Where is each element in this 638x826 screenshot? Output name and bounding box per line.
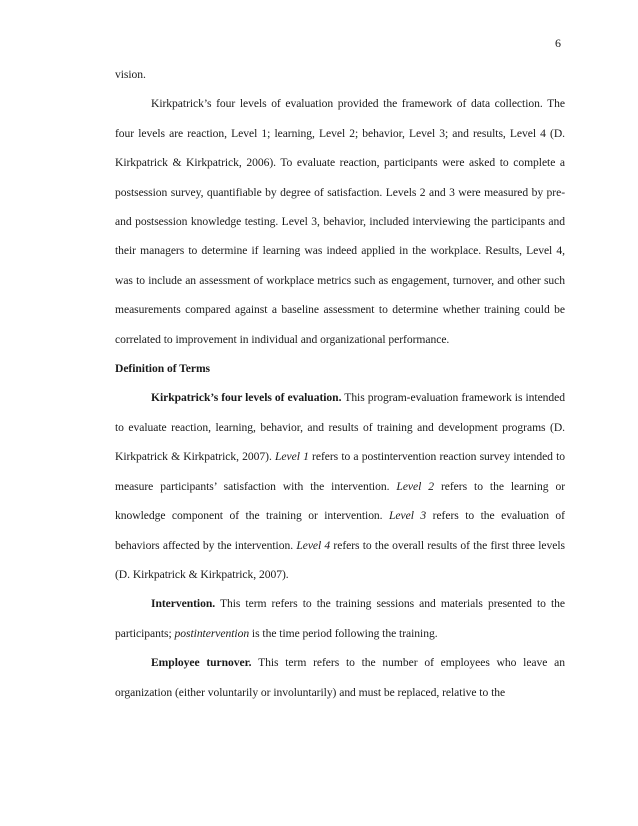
definition-text: is the time period following the training. <box>249 626 438 640</box>
definition-text: refers to the evaluation of behaviors affected by the intervention. <box>115 509 565 552</box>
definition-employee-turnover <box>115 648 565 707</box>
page-number: 6 <box>555 36 561 50</box>
body-text <box>115 60 565 707</box>
definition-text: refers to the learning or knowledge component of the training or intervention. <box>115 479 566 523</box>
term-intervention: Intervention. <box>151 597 216 611</box>
level-4-term: Level 4 <box>296 538 331 552</box>
definition-text: refers to the overall results of the first three levels (D. Kirkpatrick & Kirkpatrick, 2007). <box>115 538 566 581</box>
section-heading: Definition of Terms <box>115 362 211 376</box>
definition-text: refers to a postintervention reaction survey intended to measure participants’ satisfaction with the intervention. <box>115 450 566 493</box>
definition-kirkpatrick-levels <box>115 383 565 589</box>
paragraph-kirkpatrick-framework: Kirkpatrick’s four levels of evaluation provided the framework of data collection. The four levels are reaction, Level 1; learning, Level 2; behavior, Level 3; and results, Level 4 (D. Kirkpatrick & Kirkpatrick, 2006). To evaluate reaction, participants were asked to complete a postsession survey, quantifiable by degree of satisfaction. Levels 2 and 3 were measured by pre- and postsession knowledge testing. Level 3, behavior, included interviewing the participants and their managers to determine if learning was indeed applied in the workplace. Results, Level 4, was to include an assessment of workplace metrics such as engagement, turnover, and other such measurements compared against a baseline assessment to determine whether training could be correlated to improvement in individual and organizational performance. <box>115 97 565 346</box>
level-1-term: Level 1 <box>275 450 309 464</box>
level-3-term: Level 3 <box>389 509 427 523</box>
postintervention-term: postintervention <box>174 626 250 640</box>
definition-intervention <box>115 589 565 648</box>
level-2-term: Level 2 <box>396 479 434 493</box>
term-kirkpatrick-levels: Kirkpatrick’s four levels of evaluation. <box>151 391 342 405</box>
paragraph-continuation: vision. <box>115 68 146 81</box>
definition-text: This program-evaluation framework is intended to evaluate reaction, learning, behavior, and results of training and development programs (D. Kirkpatrick & Kirkpatrick, 2007). <box>115 391 565 464</box>
definition-text: This term refers to the number of employees who leave an organization (either voluntarily or involuntarily) and must be replaced, relative to the <box>115 656 565 699</box>
definition-text: This term refers to the training sessions and materials presented to the participants; <box>115 597 565 640</box>
term-employee-turnover: Employee turnover. <box>151 656 252 670</box>
